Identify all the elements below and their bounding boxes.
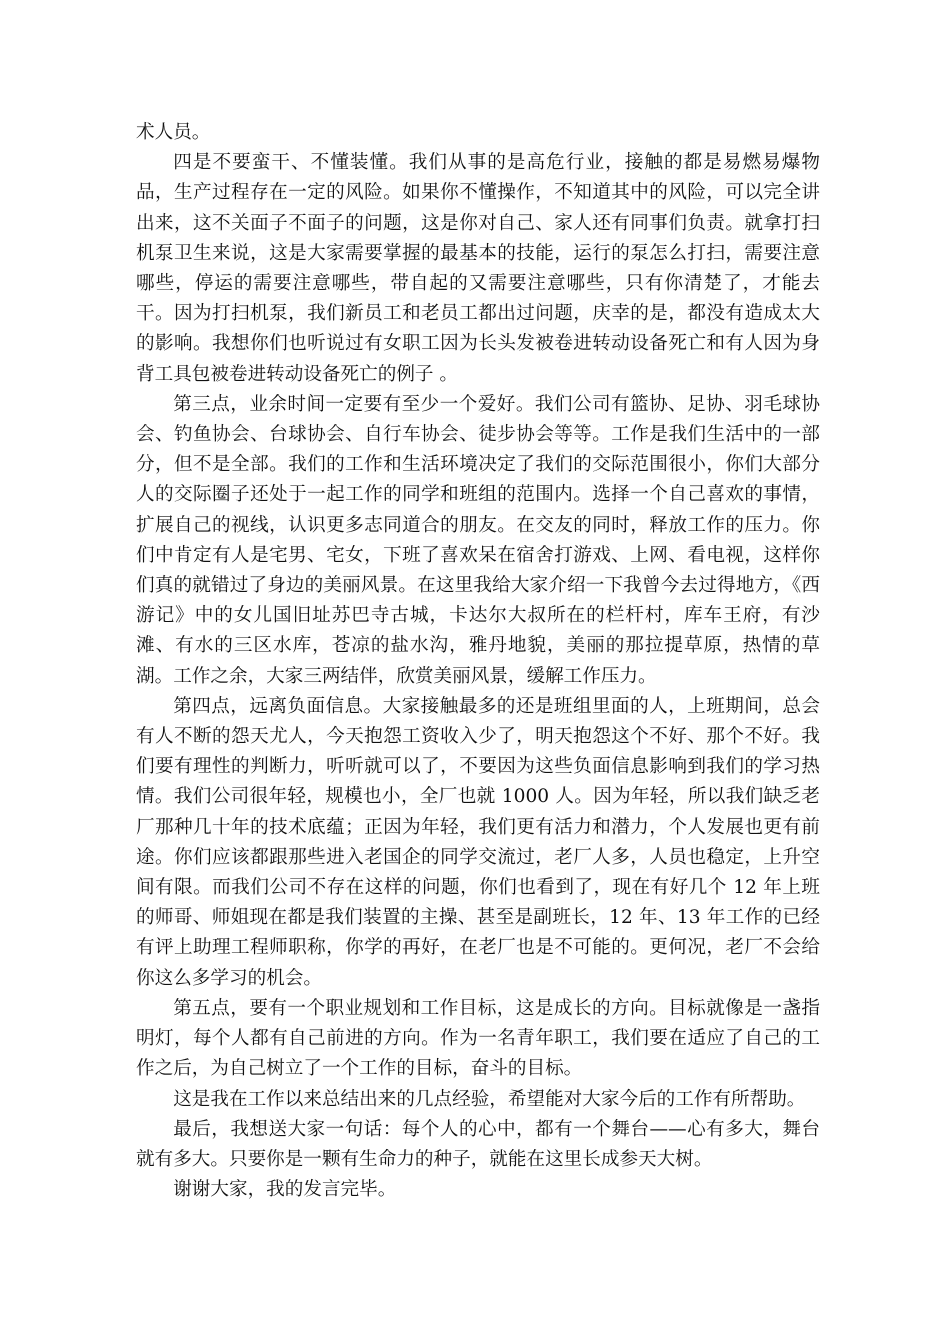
- paragraph-point-four-safety: 四是不要蛮干、不懂装懂。我们从事的是高危行业，接触的都是易燃易爆物品，生产过程存在一定的风险。如果你不懂操作，不知道其中的风险，可以完全讲出来，这不关面子不面子的问题，这是你对自己、家人还有同事们负责。就拿打扫机泵卫生来说，这是大家需要掌握的最基本的技能，运行的泵怎么打扫，需要注意哪些，停运的需要注意哪些，带自起的又需要注意哪些，只有你清楚了，才能去干。因为打扫机泵，我们新员工和老员工都出过问题，庆幸的是，都没有造成太大的影响。我想你们也听说过有女职工因为长头发被卷进转动设备死亡和有人因为身背工具包被卷进转动设备死亡的例子 。: [136, 152, 820, 385]
- paragraph-thanks: 谢谢大家，我的发言完毕。: [173, 1179, 397, 1201]
- paragraph-closing-quote: 最后，我想送大家一句话：每个人的心中，都有一个舞台——心有多大，舞台就有多大。只要你是一颗有生命力的种子，就能在这里长成参天大树。: [136, 1118, 820, 1170]
- paragraph-point-three-hobby: 第三点，业余时间一定要有至少一个爱好。我们公司有篮协、足协、羽毛球协会、钓鱼协会、台球协会、自行车协会、徒步协会等等。工作是我们生活中的一部分，但不是全部。我们的工作和生活环境决定了我们的交际范围很小，你们大部分人的交际圈子还处于一起工作的同学和班组的范围内。选择一个自己喜欢的事情，扩展自己的视线，认识更多志同道合的朋友。在交友的同时，释放工作的压力。你们中肯定有人是宅男、宅女，下班了喜欢呆在宿舍打游戏、上网、看电视，这样你们真的就错过了身边的美丽风景。在这里我给大家介绍一下我曾今去过得地方，《西游记》中的女儿国旧址苏巴寺古城，卡达尔大叔所在的栏杆村，库车王府，有沙滩、有水的三区水库，苍凉的盐水沟，雅丹地貌，美丽的那拉提草原，热情的草湖。工作之余，大家三两结伴，欣赏美丽风景，缓解工作压力。: [136, 393, 820, 687]
- paragraph-point-five-goals: 第五点，要有一个职业规划和工作目标，这是成长的方向。目标就像是一盏指明灯，每个人都有自己前进的方向。作为一名青年职工，我们要在适应了自己的工作之后，为自己树立了一个工作的目标，奋斗的目标。: [136, 997, 820, 1080]
- paragraph-continuation: 术人员。: [136, 122, 211, 143]
- paragraph-summary: 这是我在工作以来总结出来的几点经验，希望能对大家今后的工作有所帮助。: [173, 1088, 806, 1110]
- document-body: [136, 118, 820, 1205]
- paragraph-point-four-negativity: 第四点，远离负面信息。大家接触最多的还是班组里面的人，上班期间，总会有人不断的怨天尤人，今天抱怨工资收入少了，明天抱怨这个不好、那个不好。我们要有理性的判断力，听听就可以了，不要因为这些负面信息影响到我们的学习热情。我们公司很年轻，规模也小，全厂也就 1000 人。因为年轻，所以我们缺乏老厂那种几十年的技术底蕴；正因为年轻，我们更有活力和潜力，个人发展也更有前途。你们应该都跟那些进入老国企的同学交流过，老厂人多，人员也稳定，上升空间有限。而我们公司不存在这样的问题，你们也看到了，现在有好几个 12 年上班的师哥、师姐现在都是我们装置的主操、甚至是副班长，12 年、13 年工作的已经有评上助理工程师职称，你学的再好，在老厂也是不可能的。更何况，老厂不会给你这么多学习的机会。: [136, 695, 820, 989]
